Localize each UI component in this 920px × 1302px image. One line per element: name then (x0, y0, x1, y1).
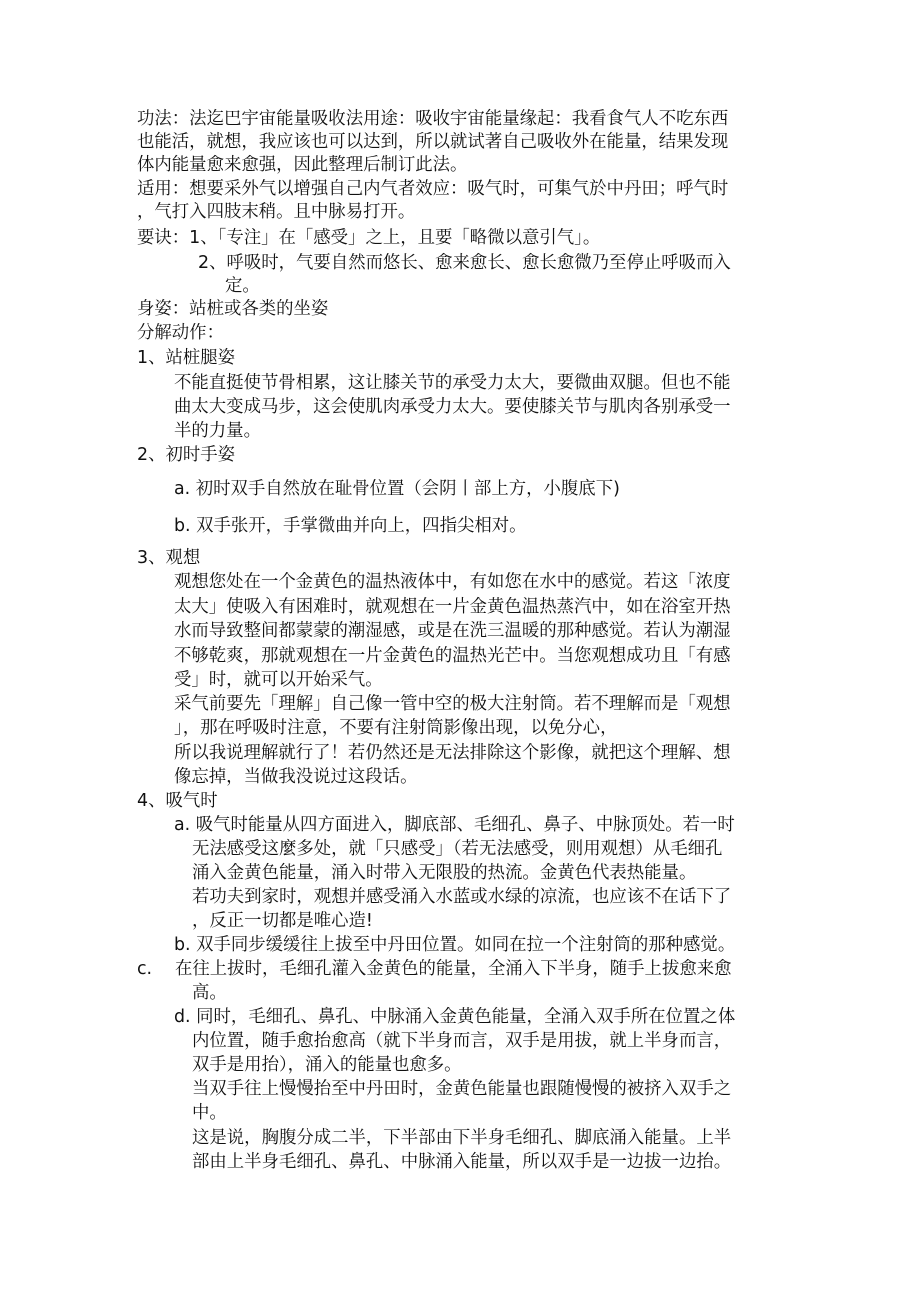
text-line: 涌入金黄色能量，涌入时带入无限股的热流。金黄色代表热能量。 (192, 863, 697, 883)
text-line: 也能活，就想，我应该也可以达到，所以就试著自己吸收外在能量，结果发现 (137, 132, 729, 152)
text-line: 高。 (192, 983, 227, 1003)
text-line: 定。 (225, 276, 260, 296)
text-line: 所以我说理解就行了！若仍然还是无法排除这个影像，就把这个理解、想 (174, 743, 731, 763)
text-line: a. 吸气时能量从四方面进入，脚底部、毛细孔、鼻子、中脉顶处。若一时 (174, 815, 735, 835)
text-line: 2、呼吸时，气要自然而悠长、愈来愈长、愈长愈微乃至停止呼吸而入 (198, 253, 731, 273)
text-line: d. 同时，毛细孔、鼻孔、中脉涌入金黄色能量，全涌入双手所在位置之体 (174, 1007, 736, 1027)
text-line: 无法感受这麼多处，就「只感受」（若无法感受，则用观想）从毛细孔 (192, 839, 723, 859)
text-line: b. 双手张开，手掌微曲并向上，四指尖相对。 (174, 516, 527, 536)
text-line: 不能直挺使节骨相累，这让膝关节的承受力太大，要微曲双腿。但也不能 (174, 373, 731, 393)
text-line: 这是说，胸腹分成二半，下半部由下半身毛细孔、脚底涌入能量。上半 (192, 1128, 732, 1148)
text-line: 曲太大变成马步，这会使肌肉承受力太大。要使膝关节与肌肉各别承受一 (174, 397, 731, 417)
text-line: 1、站桩腿姿 (137, 348, 236, 368)
text-line: 要诀：1、「专注」在「感受」之上，且要「略微以意引气」。 (137, 228, 601, 248)
text-line: ，气打入四肢末稍。且中脉易打开。 (137, 202, 416, 222)
text-line: 体内能量愈来愈强，因此整理后制订此法。 (137, 155, 468, 175)
text-line: 受」时，就可以开始采气。 (174, 670, 383, 690)
text-line: 」，那在呼吸时注意，不要有注射筒影像出现，以免分心， (174, 718, 618, 738)
text-line: 身姿：站桩或各类的坐姿 (137, 299, 329, 319)
text-line: 若功夫到家时，观想并感受涌入水蓝或水绿的凉流，也应该不在话下了 (192, 887, 732, 907)
text-line: 双手是用抬），涌入的能量也愈多。 (192, 1055, 462, 1075)
text-line: 适用：想要采外气以增强自己内气者效应：吸气时，可集气於中丹田；呼气时 (137, 179, 729, 199)
text-line: c. 在往上拔时，毛细孔灌入金黄色的能量，全涌入下半身，随手上拔愈来愈 (137, 959, 732, 979)
text-line: 半的力量。 (174, 421, 261, 441)
text-line: 4、吸气时 (137, 791, 218, 811)
text-line: 不够乾爽，那就观想在一片金黄色的温热光芒中。当您观想成功且「有感 (174, 646, 731, 666)
text-line: 当双手往上慢慢抬至中丹田时，金黄色能量也跟随慢慢的被挤入双手之 (192, 1079, 732, 1099)
text-line: 3、观想 (137, 548, 201, 568)
text-line: 太大」使吸入有困难时，就观想在一片金黄色温热蒸汽中，如在浴室开热 (174, 597, 731, 617)
text-line: 内位置，随手愈抬愈高（就下半身而言，双手是用拔，就上半身而言， (192, 1031, 732, 1051)
text-line: 2、初时手姿 (137, 445, 236, 465)
text-line: 部由上半身毛细孔、鼻孔、中脉涌入能量，所以双手是一边拔一边抬。 (192, 1152, 732, 1172)
text-line: 水而导致整间都蒙蒙的潮湿感，或是在洗三温暖的那种感觉。若认为潮湿 (174, 621, 731, 641)
text-line: 观想您处在一个金黄色的温热液体中，有如您在水中的感觉。若这「浓度 (174, 572, 731, 592)
text-line: 分解动作： (137, 323, 224, 343)
text-line: 功法：法迄巴宇宙能量吸收法用途：吸收宇宙能量缘起：我看食气人不吃东西 (137, 109, 729, 129)
text-line: 像忘掉，当做我没说过这段话。 (174, 767, 418, 787)
text-line: a. 初时双手自然放在耻骨位置（会阴丨部上方，小腹底下) (174, 479, 620, 499)
text-line: 中。 (192, 1103, 227, 1123)
text-line: ，反正一切都是唯心造! (192, 911, 373, 931)
text-line: 采气前要先「理解」自己像一管中空的极大注射筒。若不理解而是「观想 (174, 694, 731, 714)
text-line: b. 双手同步缓缓往上拔至中丹田位置。如同在拉一个注射筒的那种感觉。 (174, 935, 736, 955)
